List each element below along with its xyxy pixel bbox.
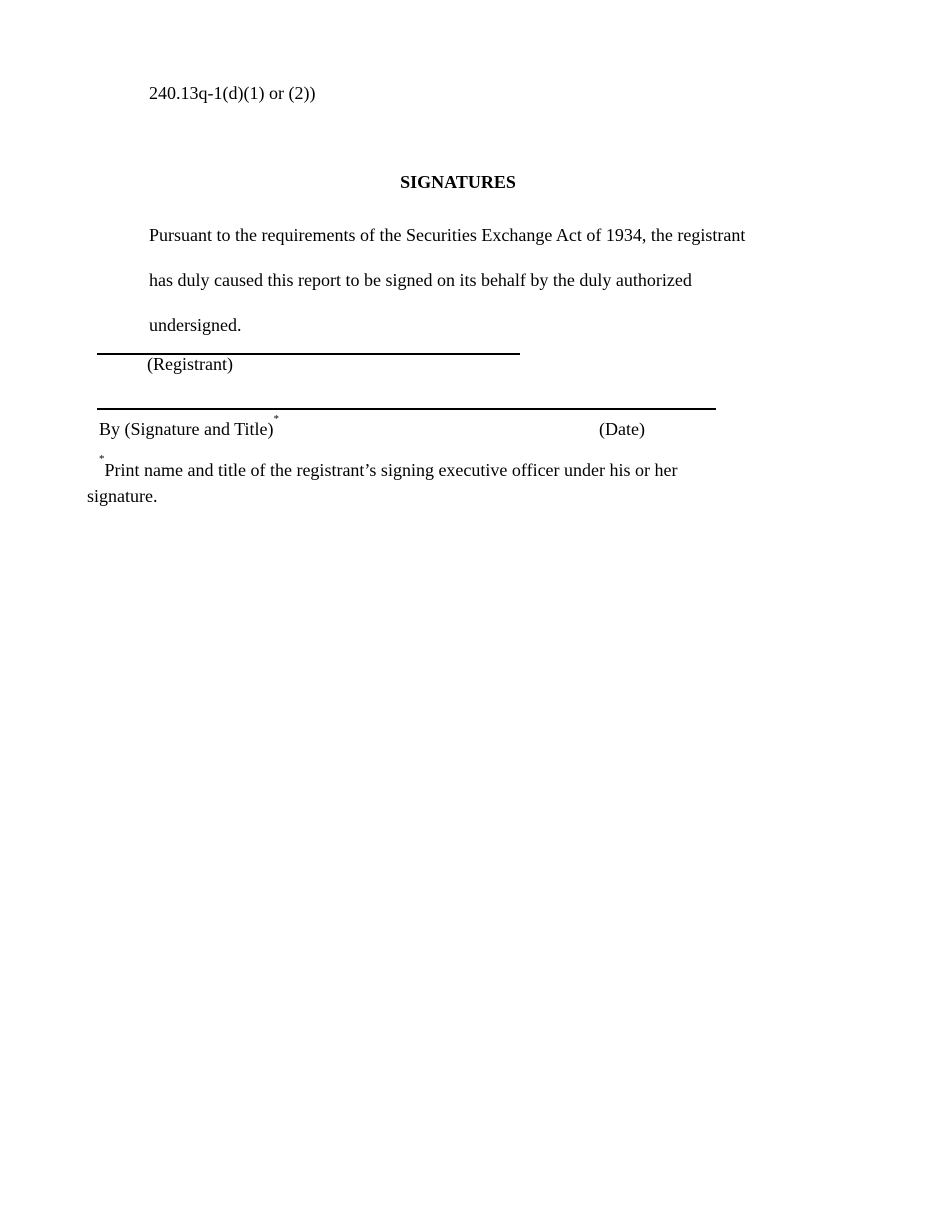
footnote-line-2: signature. bbox=[87, 486, 158, 506]
registrant-label: (Registrant) bbox=[147, 354, 233, 374]
signature-title-label bbox=[99, 413, 279, 441]
statement-line-1: Pursuant to the requirements of the Securities Exchange Act of 1934, the registrant bbox=[149, 225, 746, 245]
signature-statement bbox=[149, 213, 789, 348]
officer-signature-line bbox=[97, 408, 716, 410]
statement-line-3: undersigned. bbox=[149, 315, 242, 335]
footnote bbox=[87, 453, 727, 509]
rule-reference: 240.13q-1(d)(1) or (2)) bbox=[149, 83, 316, 103]
statement-line-2: has duly caused this report to be signed on its behalf by the duly authorized bbox=[149, 270, 692, 290]
footnote-mark: * bbox=[99, 453, 105, 465]
footnote-reference-mark: * bbox=[273, 413, 279, 425]
date-label: (Date) bbox=[599, 419, 645, 439]
footnote-line-1 bbox=[87, 453, 727, 483]
footnote-text-1: Print name and title of the registrant’s signing executive officer under his or her bbox=[104, 460, 678, 480]
page-title: SIGNATURES bbox=[400, 172, 516, 192]
signature-title-text: By (Signature and Title) bbox=[99, 419, 274, 439]
